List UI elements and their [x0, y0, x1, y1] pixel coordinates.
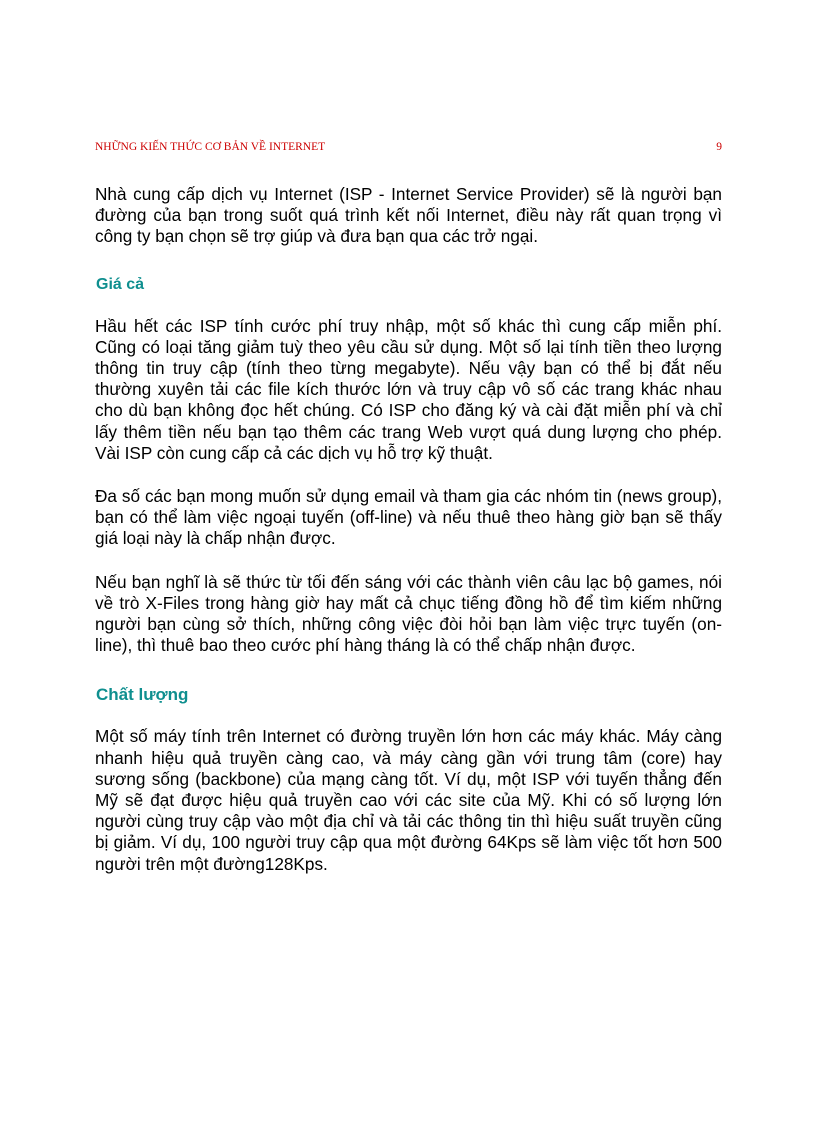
price-paragraph-1: Hầu hết các ISP tính cước phí truy nhập, một số khác thì cung cấp miễn phí. Cũng có loại tăng giảm tuỳ theo yêu cầu sử dụng. Một số lại tính tiền theo lượng thông tin truy cập (tính theo từng megabyte). Nếu vậy bạn có thể bị đắt nếu thường xuyên tải các file kích thước lớn và truy cập vô số các trang khác nhau cho dù bạn không đọc hết chúng. Có ISP cho đăng ký và cài đặt miễn phí và chỉ lấy thêm tiền nếu bạn tạo thêm các trang Web vượt quá dung lượng cho phép. Vài ISP còn cung cấp cả các dịch vụ hỗ trợ kỹ thuật. [95, 315, 722, 463]
quality-paragraph-1: Một số máy tính trên Internet có đường truyền lớn hơn các máy khác. Máy càng nhanh hiệu quả truyền càng cao, và máy càng gần với trung tâm (core) hay sương sống (backbone) của mạng càng tốt. Ví dụ, một ISP với tuyến thẳng đến Mỹ sẽ đạt được hiệu quả truyền cao với các site của Mỹ. Khi có số lượng lớn người cùng truy cập vào một địa chỉ và tải các thông tin thì hiệu suất truyền cũng bị giảm. Ví dụ, 100 người truy cập qua một đường 64Kps sẽ làm việc tốt hơn 500 người trên một đường128Kps. [95, 726, 722, 874]
chapter-title: NHỮNG KIẾN THỨC CƠ BẢN VỀ INTERNET [95, 141, 326, 153]
intro-paragraph: Nhà cung cấp dịch vụ Internet (ISP - Internet Service Provider) sẽ là người bạn đường của bạn trong suốt quá trình kết nối Internet, điều này rất quan trọng vì công ty bạn chọn sẽ trợ giúp và đưa bạn qua các trở ngại. [95, 184, 722, 247]
page-content [95, 184, 722, 897]
price-paragraph-3: Nếu bạn nghĩ là sẽ thức từ tối đến sáng với các thành viên câu lạc bộ games, nói về trò X-Files trong hàng giờ hay mất cả chục tiếng đồng hồ để tìm kiếm những người bạn cùng sở thích, những công việc đòi hỏi bạn làm việc trực tuyến (on-line), thì thuê bao theo cước phí hàng tháng là có thể chấp nhận được. [95, 571, 722, 656]
section-heading-price: Giá cả [96, 275, 145, 293]
section-heading-quality: Chất lượng [96, 685, 189, 705]
price-paragraph-2: Đa số các bạn mong muốn sử dụng email và tham gia các nhóm tin (news group), bạn có thể làm việc ngoại tuyến (off-line) và nếu thuê theo hàng giờ bạn sẽ thấy giá loại này là chấp nhận được. [95, 486, 722, 549]
running-header [95, 141, 722, 157]
page-number: 9 [716, 141, 722, 153]
